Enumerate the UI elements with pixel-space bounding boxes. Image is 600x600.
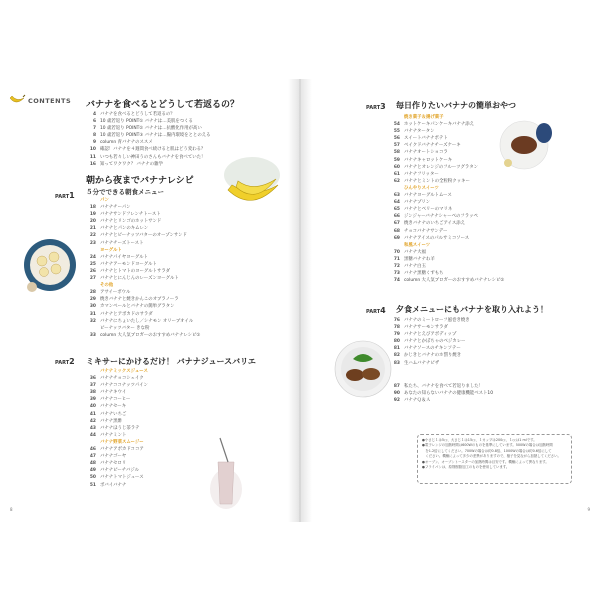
toc-item (86, 467, 148, 474)
toc-item (86, 296, 200, 303)
part3-title: 毎日作りたいバナナの簡単おやつ (396, 101, 516, 110)
bananas-photo (222, 155, 284, 210)
toc-item (390, 149, 504, 156)
toc-item (390, 157, 504, 164)
toc-item (86, 211, 200, 218)
toc-page-number: 92 (393, 398, 400, 404)
toc-page-number: 7 (92, 126, 96, 132)
toc-item-title: バナナミント (100, 432, 127, 438)
toc-page-number: 70 (393, 249, 400, 255)
toc-item (86, 146, 211, 153)
toc-section-heading: 和風スイーツ (404, 242, 431, 248)
toc-item-title: バナナチーパン (100, 205, 131, 211)
toc-item (86, 132, 211, 139)
note-line: ください。機種によって多少の差異がありますので、様子を見ながら加熱してください。 (422, 454, 561, 459)
toc-page-number: 31 (89, 311, 96, 317)
toc-item (86, 389, 148, 396)
toc-page-number: 32 (89, 318, 96, 324)
toc-page-number: 46 (89, 447, 96, 453)
toc-item (390, 213, 504, 220)
toc-item-title: 10 歳若返り POINT② バナナは…抗酸化作用が高い (100, 126, 202, 132)
note-line: ●小さじ１は5㏄、大さじ１は15㏄、１カップは200㏄、１㏄は1 mlです。 (422, 438, 537, 442)
toc-item (86, 396, 148, 403)
toc-item-title: バナナを食べるとどうして若返るの？ (100, 112, 175, 117)
toc-item-title: バナナ大福 (404, 249, 426, 255)
toc-page-number: 60 (393, 164, 400, 170)
toc-item-title: バナナＱ＆Ａ (404, 398, 431, 404)
toc-page-number: 36 (89, 376, 96, 382)
toc-item (86, 232, 200, 239)
toc-section-heading: バナナミックスジュース (100, 369, 148, 374)
toc-item-title: 知ってワクワク？ バナナの雑学 (100, 161, 163, 167)
toc-page-number: 29 (89, 297, 96, 303)
toc-page-number: 23 (89, 240, 96, 246)
toc-item-title: 確認！バナナを４週間食べ続けると肌はどう変わる？ (100, 147, 206, 153)
toc-item (390, 164, 504, 171)
toc-item (86, 197, 200, 204)
toc-item (86, 332, 200, 339)
toc-page-number: 43 (89, 425, 96, 431)
toc-page-number: 48 (89, 461, 96, 467)
toc-item-title: バナナキウイ (100, 390, 127, 396)
toc-item (86, 311, 200, 318)
toc-item (390, 270, 504, 277)
toc-item-title: バナナとトマトのヨーグルトサラダ (100, 268, 171, 274)
toc-page-number: 8 (92, 133, 96, 139)
toc-page-number: 49 (89, 468, 96, 474)
part2-title: ミキサーにかけるだけ！ バナナジュースバリエ (86, 357, 256, 366)
toc-item-title: バナナトマトジュース (100, 475, 144, 481)
chocolate-dessert-photo (490, 119, 552, 175)
toc-item-title: ジンジャーバナナシャーベのフラッペ (404, 214, 478, 220)
toc-item-title: バナナキャロットケーキ (404, 157, 453, 163)
toc-page-number: 50 (89, 475, 96, 481)
toc-item (86, 289, 200, 296)
toc-item-title: column 青バナナのススメ (100, 140, 153, 146)
part2-label: PART2 (55, 357, 75, 366)
toc-page-number: 80 (393, 339, 400, 345)
part1-subtitle: ５分でできる朝食メニュー (86, 188, 164, 196)
toc-item (86, 460, 148, 467)
toc-page-number: 18 (89, 205, 96, 211)
left-page-number: 8 (10, 507, 13, 512)
note-line: ●オーブン、オーブントースターの加熱時間は目安です。機種によって異なります。 (422, 459, 549, 464)
toc-page-number: 69 (393, 235, 400, 241)
toc-page-number: 78 (393, 325, 400, 331)
toc-page-number: 19 (89, 212, 96, 218)
toc-item-title: 焼きバナナと焼きかんこのオブラノーラ (100, 297, 179, 303)
banana-yogurt-photo (22, 237, 80, 295)
toc-item-title: あなたの知らないバナナの健康機能ベスト10 (404, 391, 494, 397)
toc-item-title: バナナとリンゴのホットサンド (100, 219, 162, 225)
toc-item (86, 154, 211, 161)
toc-item (86, 474, 148, 481)
toc-page-number: 21 (89, 226, 96, 232)
toc-item (390, 171, 504, 178)
toc-page-number: 55 (393, 129, 400, 135)
toc-page-number: 56 (393, 136, 400, 142)
toc-page-number: 59 (393, 157, 400, 163)
toc-item-title: バナナセロリ (100, 461, 127, 467)
part1-title: 朝から夜までバナナレシピ (86, 176, 194, 186)
toc-page-number: 33 (89, 332, 96, 338)
toc-item (390, 220, 504, 227)
toc-item (86, 439, 148, 446)
toc-item-title: スイートバナナポテト (404, 136, 448, 142)
toc-item (86, 418, 148, 425)
toc-page-number: 83 (393, 360, 400, 366)
toc-item-title: チョコバナナサンデー (404, 228, 448, 234)
toc-item (86, 446, 148, 453)
book-gutter (288, 79, 312, 522)
toc-section-heading: その他 (100, 283, 114, 289)
toc-item-title: バナナオートショコラ (404, 150, 448, 156)
toc-page-number: 16 (89, 161, 96, 167)
toc-item (390, 242, 504, 249)
part1-list (86, 197, 200, 339)
toc-item (86, 375, 148, 382)
toc-item (390, 331, 470, 338)
toc-item (86, 432, 148, 439)
toc-page-number: 73 (393, 271, 400, 277)
toc-page-number: 64 (393, 200, 400, 206)
toc-item-title: バナナいちご (100, 411, 127, 417)
toc-item-title: バナナセーキ (100, 404, 127, 410)
intro-title: バナナを食べるとどうして若返るの？ (86, 100, 240, 110)
part4-title: 夕食メニューにもバナナを取り入れよう！ (396, 305, 548, 314)
toc-item-title: バナナ黒糖くずもち (404, 271, 444, 277)
toc-item-title: アサイーボウル (100, 290, 131, 296)
toc-page-number: 40 (89, 404, 96, 410)
toc-page-number: 22 (89, 233, 96, 239)
toc-item (390, 178, 504, 185)
toc-item-title: バナナココナッツパイン (100, 383, 148, 389)
toc-item-title: バナナとベリーのマリネ (404, 207, 453, 213)
note-line: を1.2倍にしてください。700Wの場合は約0.8倍、1000Wの場合は約0.6倍にして (422, 448, 552, 453)
book-spread (0, 79, 600, 522)
toc-item-title: バナナとミントの全粒粉クッキー (404, 178, 470, 184)
toc-item (390, 192, 504, 199)
toc-page-number: 37 (89, 383, 96, 389)
toc-page-number: 65 (393, 207, 400, 213)
toc-item (86, 218, 200, 225)
toc-section-heading: パン (100, 198, 109, 203)
toc-item-title: バナナとピーナッツバターのオープンサンド (100, 233, 187, 239)
meatloaf-photo (333, 339, 393, 399)
left-page (0, 79, 300, 522)
toc-item (86, 111, 211, 118)
toc-page-number: 58 (393, 150, 400, 156)
part3-label: PART3 (366, 102, 386, 111)
toc-page-number: 25 (89, 261, 96, 267)
toc-page-number: 54 (393, 122, 400, 128)
toc-item-title: 生ハムバナナピザ (404, 360, 440, 366)
toc-item-title: バナナチョコシェイク (100, 376, 144, 382)
toc-page-number: 47 (89, 454, 96, 460)
toc-item (390, 228, 504, 235)
toc-page-number: 4 (92, 112, 96, 117)
toc-item-title: バナナとアボカドのサラダ (100, 311, 153, 317)
toc-item-title: バナナとかぼちゃのベジカレー (404, 339, 466, 345)
toc-item (390, 383, 493, 390)
toc-item (390, 324, 470, 331)
toc-item (390, 360, 470, 367)
toc-section-heading: ひんやりスイーツ (404, 185, 439, 191)
toc-item-title: バナナアボカドココア (100, 447, 144, 453)
toc-page-number: 44 (89, 432, 96, 438)
toc-item-title: バナナコーヒー (100, 397, 131, 403)
toc-item-title: 黒糖バナナわ羊 (404, 256, 435, 262)
part4-label: PART4 (366, 306, 386, 315)
toc-item (390, 121, 504, 128)
toc-item-title: バナナとオレンジのフルーツグラタン (404, 164, 478, 170)
toc-item (86, 303, 200, 310)
toc-item-title: 10 歳若返り POINT① バナナは…美肌をつくる (100, 119, 193, 125)
toc-item-title: ボバイバナナ (100, 482, 127, 488)
toc-item (390, 185, 504, 192)
toc-page-number: 63 (393, 193, 400, 199)
toc-page-number: 79 (393, 332, 400, 338)
toc-item (390, 352, 470, 359)
toc-item (86, 161, 211, 168)
toc-page-number: 74 (393, 278, 400, 284)
toc-item (86, 139, 211, 146)
toc-item-title: バナナにちょいたし／シナモン オリーブオイル (100, 318, 194, 324)
toc-item (390, 277, 504, 284)
toc-item-title: いつも若々しい神田うのさんもバナナを食べていた！ (100, 154, 206, 160)
toc-item-title: column 大人気ブロガーのおすすめバナナレシピ② (404, 278, 505, 284)
toc-item (86, 368, 148, 375)
toc-section-heading: バナナ野菜スムージー (100, 439, 144, 445)
toc-item-title: 私たち、バナナを食べて若返りました！ (404, 384, 484, 389)
note-line: ●電子レンジの加熱時間は600Wのものを基準にしています。500Wの場合は加熱時間 (422, 443, 553, 448)
toc-page-number: 28 (89, 290, 96, 296)
toc-item (86, 247, 200, 254)
toc-item-title: バナナタータン (404, 129, 435, 135)
notes-box (417, 434, 572, 484)
toc-item (390, 199, 504, 206)
toc-page-number: 6 (92, 119, 96, 125)
toc-item (86, 254, 200, 261)
toc-item-title: ホットケーキパンケーキバナナ添え (404, 122, 475, 128)
toc-section-heading: ヨーグルト (100, 247, 122, 253)
toc-page-number: 26 (89, 268, 96, 274)
toc-item-title: バナナゴーヤ (100, 454, 127, 460)
toc-item-title: カマンベールとバナナの簡単グラタン (100, 304, 175, 310)
toc-item (390, 235, 504, 242)
toc-page-number: 27 (89, 276, 96, 282)
toc-item (390, 390, 493, 397)
toc-page-number: 62 (393, 178, 400, 184)
toc-page-number: 61 (393, 171, 400, 177)
toc-item (86, 282, 200, 289)
toc-item-title: バナナパイヤヨーグルト (100, 254, 148, 260)
toc-page-number: 72 (393, 263, 400, 269)
toc-page-number: 51 (89, 482, 96, 488)
part2-list (86, 368, 148, 489)
toc-item-title: かじきとバナナのホ罰り焼き (404, 353, 462, 359)
toc-page-number: 42 (89, 418, 96, 424)
toc-item-title: バナナとパンのキムレン (100, 226, 149, 232)
toc-item (86, 275, 200, 282)
toc-item (86, 453, 148, 460)
toc-page-number: 20 (89, 219, 96, 225)
toc-page-number: 57 (393, 143, 400, 149)
toc-item (390, 338, 470, 345)
toc-page-number: 11 (89, 154, 96, 160)
toc-page-number: 90 (393, 391, 400, 397)
toc-item (390, 206, 504, 213)
toc-page-number: 87 (393, 384, 400, 389)
toc-item-title: バナナヨーグルトムース (404, 193, 452, 199)
toc-item (390, 256, 504, 263)
toc-item (86, 125, 211, 132)
toc-item-title: column 大人気ブロガーのおすすめバナナレシピ① (100, 332, 201, 338)
toc-item-title: バナナサーモンサラダ (404, 325, 448, 331)
part3-list (390, 114, 504, 284)
toc-item-title: バナナとにんじんのレーズンヨーグルト (100, 276, 179, 282)
toc-item (86, 325, 200, 332)
toc-item (390, 317, 470, 324)
contents-label: CONTENTS (28, 97, 72, 105)
toc-page-number: 41 (89, 411, 96, 417)
toc-item (390, 114, 504, 121)
toc-item-title: バナナチーズトースト (100, 240, 144, 246)
toc-item-title: バナナピーチバジル (100, 468, 139, 474)
extras-list (390, 383, 493, 404)
toc-item (86, 204, 200, 211)
toc-item-title: 10 歳若返り POINT③ バナナは…腸内環境をととのえる (100, 133, 211, 139)
toc-page-number: 9 (92, 140, 96, 146)
toc-item (390, 135, 504, 142)
toc-item (390, 345, 470, 352)
toc-item-title: バナナアーモンドヨーグルト (100, 261, 157, 267)
toc-item (86, 118, 211, 125)
toc-item-title: バナナフリッター (404, 171, 439, 177)
toc-item-title: バナナとえびアボディップ (404, 332, 457, 338)
banana-shake-photo (210, 434, 242, 514)
toc-item (86, 482, 148, 489)
toc-item (86, 261, 200, 268)
toc-page-number: 10 (89, 147, 96, 153)
toc-item (86, 240, 200, 247)
toc-page-number: 66 (393, 214, 400, 220)
toc-item (86, 268, 200, 275)
toc-page-number: 67 (393, 221, 400, 227)
toc-page-number: 68 (393, 228, 400, 234)
toc-item-title: バナナほうじ茶ラテ (100, 425, 140, 431)
part4-list (390, 317, 470, 367)
toc-item-title: バナナ白玉 (404, 263, 426, 269)
toc-item (390, 142, 504, 149)
toc-page-number: 39 (89, 397, 96, 403)
toc-page-number: 38 (89, 390, 96, 396)
toc-item (390, 249, 504, 256)
toc-item (86, 382, 148, 389)
toc-item-title: 焼きバナナのいちごアイス添え (404, 221, 466, 227)
toc-item (390, 397, 493, 404)
toc-item-title: バナナプリン (404, 200, 431, 206)
toc-item (86, 425, 148, 432)
toc-section-heading: 焼き菓子＆揚げ菓子 (404, 115, 444, 120)
toc-item-title: ピーナッツバター きな粉 (100, 325, 150, 331)
toc-item (86, 403, 148, 410)
intro-list (86, 111, 211, 168)
toc-page-number: 76 (393, 318, 400, 323)
right-page-number: 9 (587, 507, 590, 512)
toc-item-title: バナナアイスのパルサミコソース (404, 235, 470, 241)
toc-page-number: 24 (89, 254, 96, 260)
toc-page-number: 71 (393, 256, 400, 262)
toc-item-title: ベイクドバナナチーズケーキ (404, 143, 461, 149)
toc-item (86, 225, 200, 232)
toc-item (390, 263, 504, 270)
part1-label: PART1 (55, 191, 75, 200)
toc-page-number: 81 (393, 346, 400, 352)
toc-item (86, 411, 148, 418)
toc-item-title: バナナ黒酢 (100, 418, 122, 424)
toc-page-number: 30 (89, 304, 96, 310)
toc-item-title: バナナソースのチキンソテー (404, 346, 461, 352)
banana-icon (8, 92, 26, 106)
note-line: ●フライパンは、原則樹脂加工のものを使用しています。 (422, 465, 510, 470)
toc-item-title: バナナのミートローフ風巻き焼き (404, 318, 470, 323)
toc-item (86, 318, 200, 325)
toc-item-title: バナナサンドフレンチトースト (100, 212, 161, 218)
toc-item (390, 128, 504, 135)
right-page (300, 79, 600, 522)
toc-page-number: 82 (393, 353, 400, 359)
